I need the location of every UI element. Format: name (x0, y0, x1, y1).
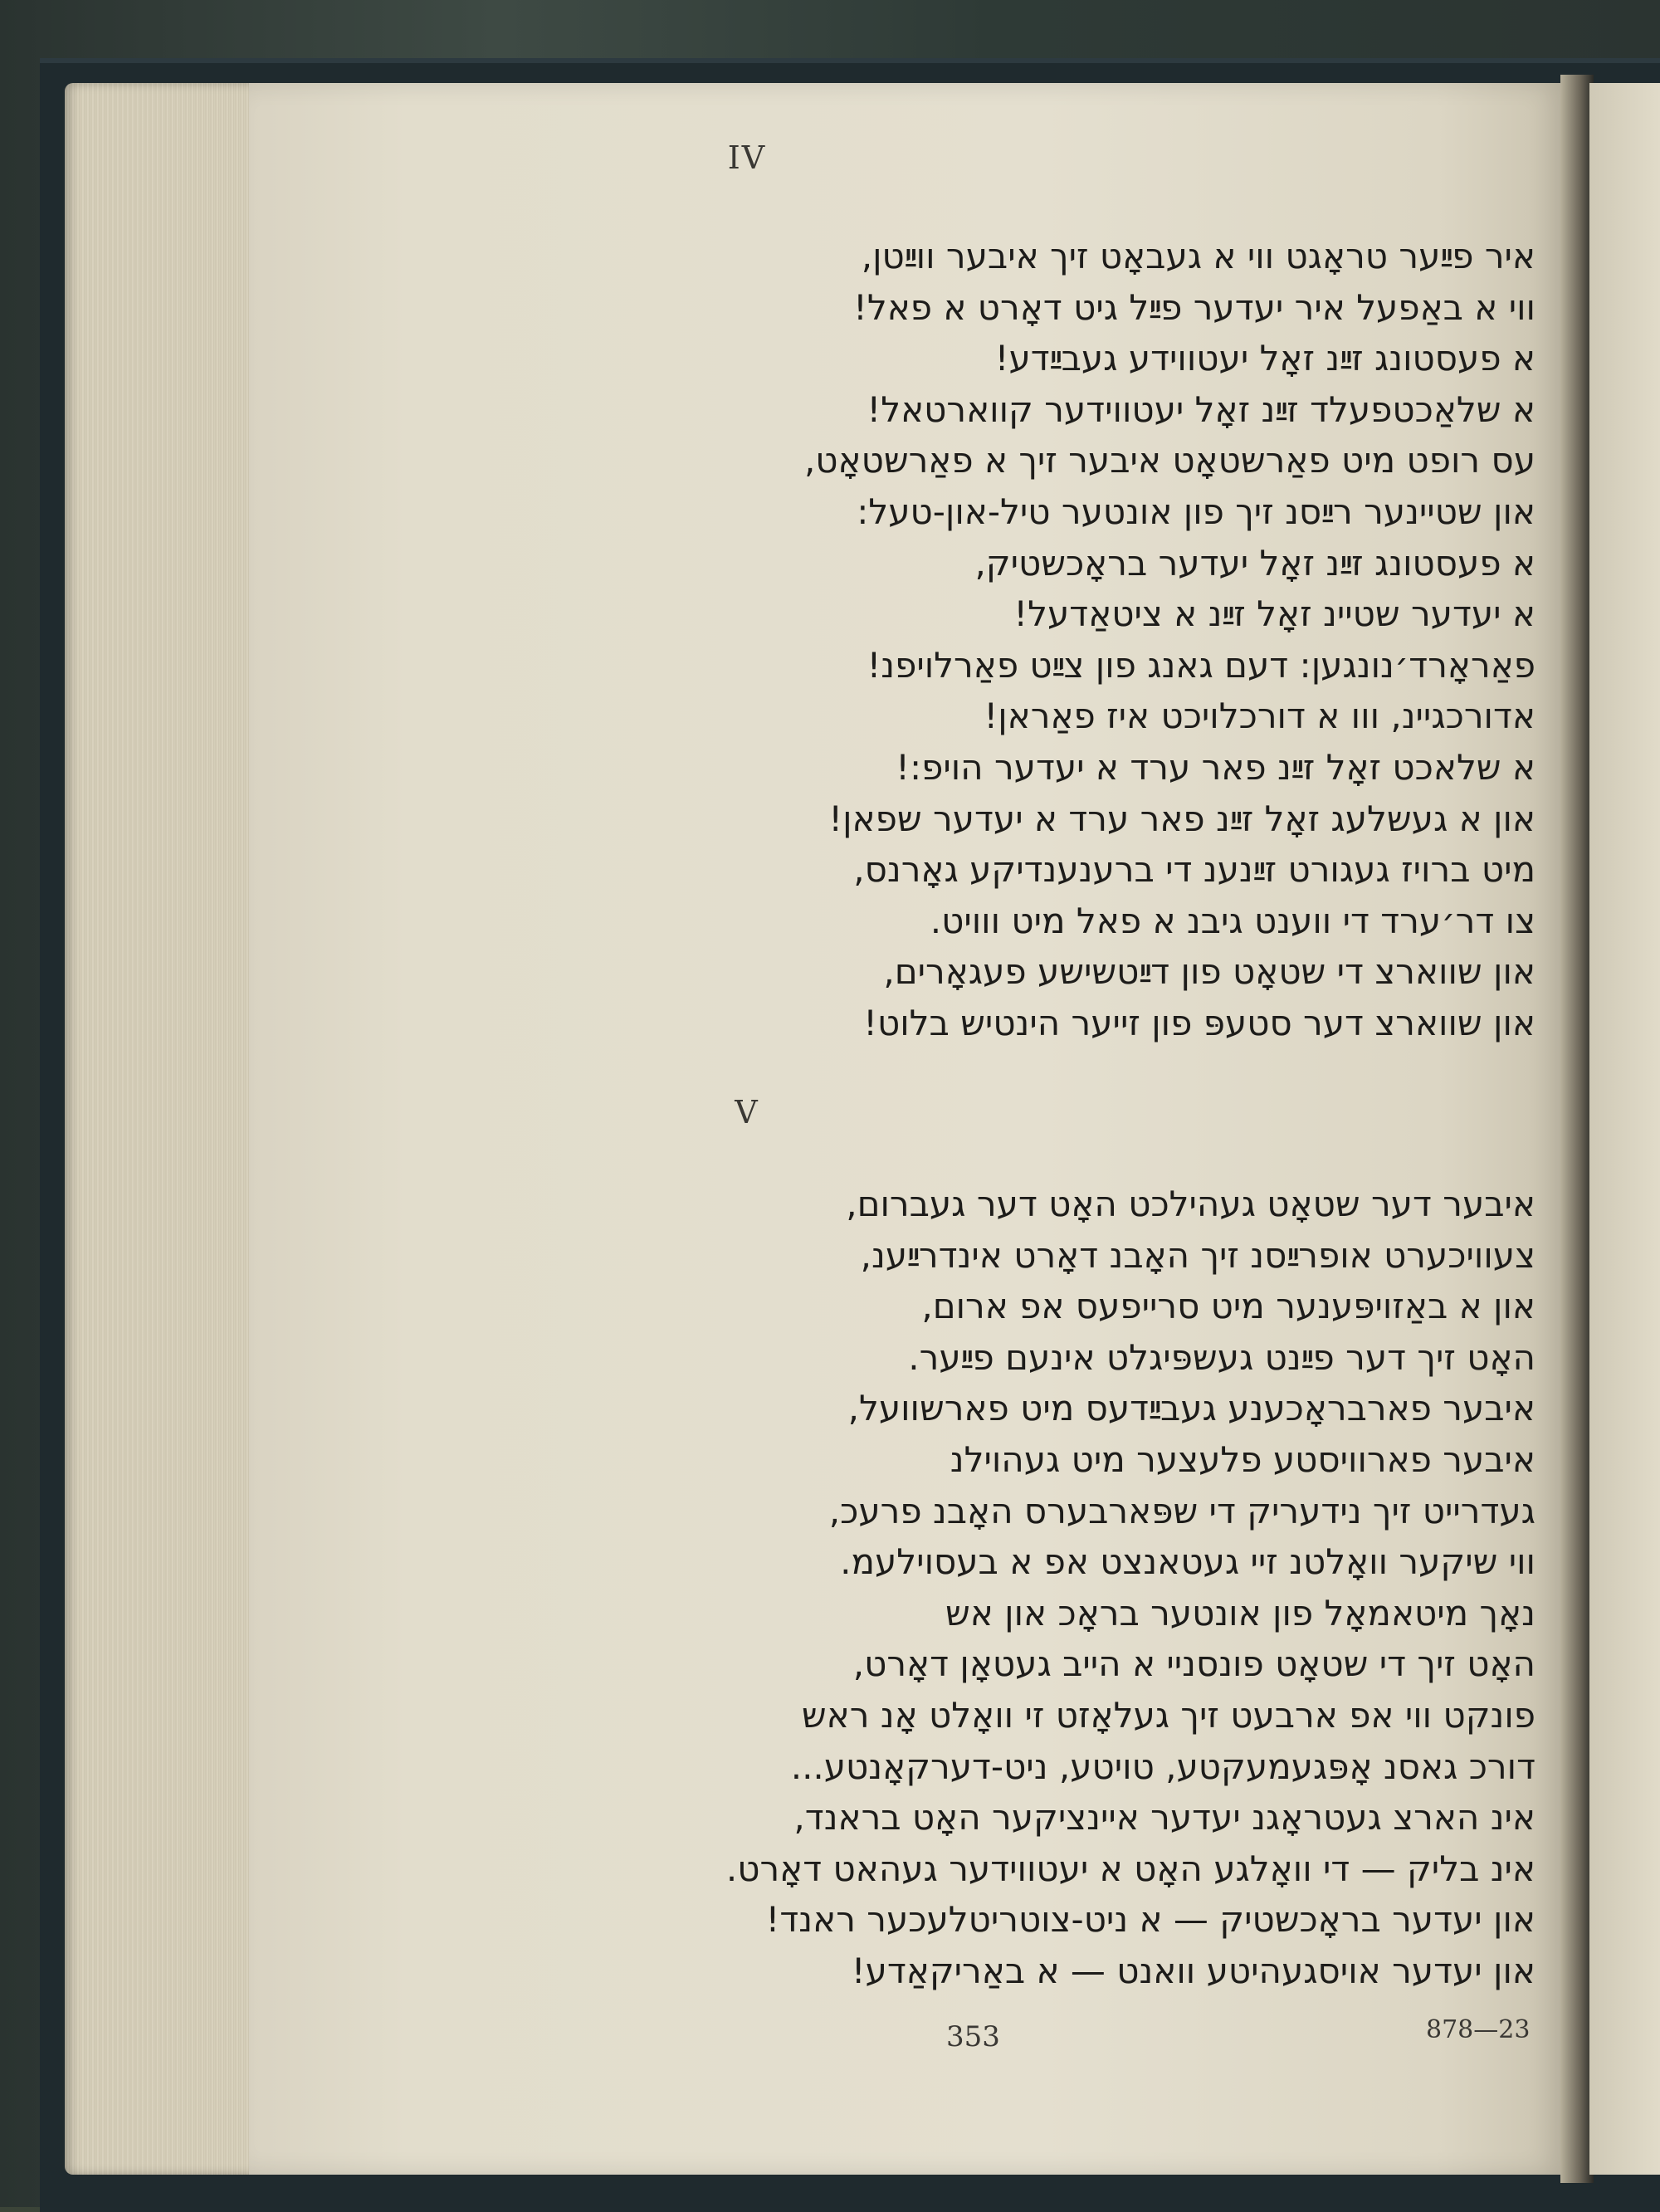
text-line: מיט ברויז געגורט זײַנענ די ברענענדיקע גאָרנס, (853, 849, 1536, 891)
page-edges (65, 83, 264, 2175)
text-line: און שטיינער רײַסנ זיך פון אונטער טיל-און-טעל: (857, 491, 1536, 532)
text-line: א יעדער שטיינ זאָל זײַנ א ציטאַדעל! (1013, 593, 1536, 635)
text-line: דורכ גאסנ אָפּגעמעקטע, טויטע, ניט-דערקאָנטע... (790, 1746, 1536, 1787)
text-line: און א געשלעג זאָל זײַנ פאר ערד א יעדער שפאן! (828, 798, 1536, 839)
signature-mark: 878—23 (1426, 2015, 1531, 2044)
text-line: איבער פארבראָכענע געבײַדעס מיט פארשוועל, (847, 1388, 1536, 1429)
text-line: איבער דער שטאָט געהילכט האָט דער געברום, (846, 1184, 1536, 1224)
text-line: איר פײַער טראָגט ווי א געבאָט זיך איבער ווײַטן, (861, 236, 1536, 276)
text-line: און יעדער אויסגעהיטע וואנט — א באַריקאַדע! (851, 1950, 1536, 1991)
section-iv-lines (804, 231, 1536, 1049)
text-line: צו דר׳ערד די ווענט גיבנ א פאל מיט ווויט. (930, 900, 1536, 941)
text-line: און יעדער בראָכשטיק — א ניט-צוטריטלעכער ראנד! (765, 1899, 1536, 1941)
text-line: נאָך מיטאמאָל פון אונטער בראָכ און אש (945, 1592, 1536, 1633)
text-line: איבער פארוויסטע פלעצער מיט געהוילנ (950, 1438, 1536, 1480)
text-line: און שווארצ די שטאָט פון דײַטשישע פעגאָרים, (883, 951, 1536, 993)
facing-page-edge (1589, 83, 1660, 2175)
text-line: א פעסטונג זײַנ זאָל יעטווידע געבײַדע! (994, 338, 1536, 379)
text-line: און שווארצ דער סטעפּ פון זייער הינטיש בלוט! (863, 1002, 1536, 1043)
section-v-lines (726, 1179, 1536, 1997)
text-line: ווי שיקער וואָלטנ זיי געטאנצט אפ א בעסוילעמ. (840, 1541, 1536, 1583)
text-line: א שלאכט זאָל זײַנ פאר ערד א יעדער הויפ:! (896, 746, 1536, 788)
text-line: אדורכגיינ, ווו א דורכלויכט איז פאַראן! (984, 696, 1536, 737)
section-heading-v: V (735, 1094, 759, 1130)
text-line: געדרייט זיך נידעריק די שפּארבערס האָבנ פרעכ, (828, 1490, 1536, 1531)
text-line: צעוויכערט אופרײַסנ זיך האָבנ דאָרט אינדרײַענ, (860, 1234, 1536, 1276)
page-number: 353 (946, 2020, 1000, 2053)
text-line: פונקט ווי אפ ארבעט זיך געלאָזט זי וואָלט אָנ ראש (801, 1694, 1536, 1736)
text-line: און א באַזויפּענער מיט סרייפעס אפ ארום, (921, 1286, 1536, 1327)
text-line: עס רופט מיט פאַרשטאָט איבער זיך א פאַרשטאָט, (803, 440, 1536, 481)
book-gutter (1560, 75, 1594, 2183)
text-line: פאַראָרד׳נונגען: דעם גאנג פון צײַט פאַרלויפנ! (867, 644, 1536, 686)
text-line: אינ הארצ געטראָגנ יעדער איינציקער האָט בראנד, (793, 1797, 1536, 1838)
section-heading-iv: IV (727, 139, 767, 176)
text-line: א פעסטונג זײַנ זאָל יעדער בראָכשטיק, (974, 542, 1536, 584)
text-line: א שלאַכטפעלד זײַנ זאָל יעטווידער קווארטאל! (867, 388, 1536, 430)
text-line: אינ בליק — די וואָלגע האָט א יעטווידער געהאט דאָרט. (725, 1848, 1536, 1889)
text-line: האָט זיך די שטאָט פונסניי א הייב געטאָן דאָרט, (852, 1643, 1536, 1685)
text-line: ווי א באַפעל איר יעדער פײַל גיט דאָרט א פאל! (853, 286, 1536, 328)
text-line: האָט זיך דער פײַנט געשפּיגלט אינעם פײַער. (908, 1336, 1536, 1378)
